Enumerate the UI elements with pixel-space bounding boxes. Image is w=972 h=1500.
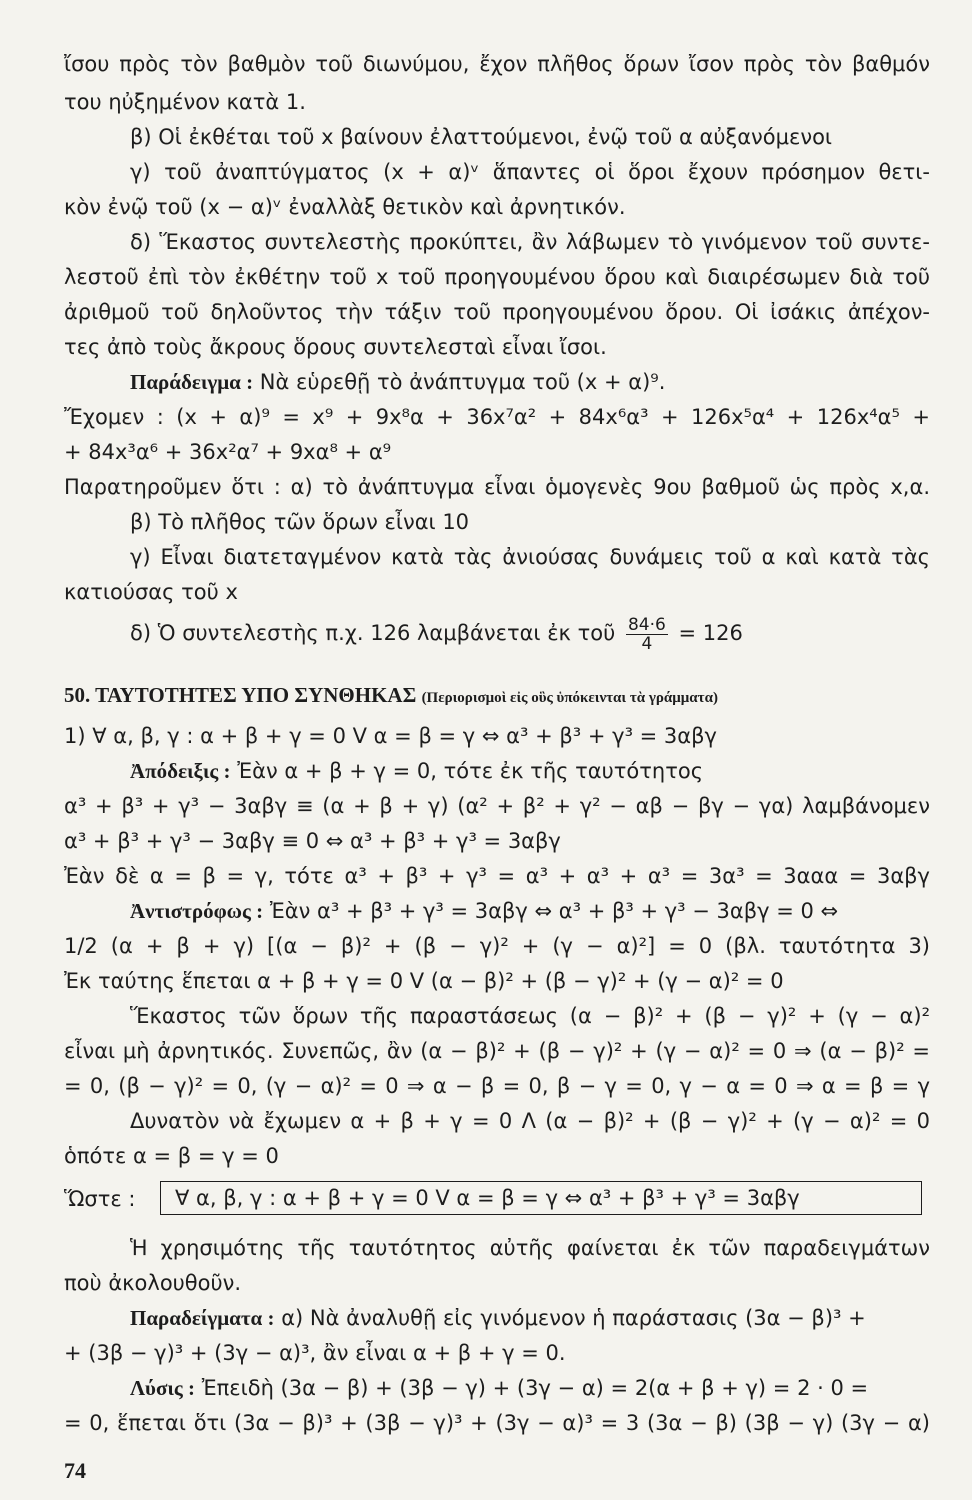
text-line: γ) Εἶναι διατεταγμένον κατὰ τὰς ἀνιούσας δυνάμεις τοῦ α καὶ κατὰ τὰς <box>130 545 930 569</box>
section-subtitle: (Περιορισμοὶ εἰς οὓς ὑπόκεινται τὰ γράμματα) <box>421 690 718 706</box>
text-line: ποὺ ἀκολουθοῦν. <box>64 1271 242 1295</box>
identity-statement: 1) ∀ α, β, γ : α + β + γ = 0 V α = β = γ ⇔ α³ + β³ + γ³ = 3αβγ <box>64 724 717 748</box>
text-line: + (3β − γ)³ + (3γ − α)³, ἂν εἶναι α + β + γ = 0. <box>64 1341 566 1365</box>
text-line: = 0, (β − γ)² = 0, (γ − α)² = 0 ⇒ α − β = 0, β − γ = 0, γ − α = 0 ⇒ α = β = γ <box>64 1074 930 1098</box>
text-line: εἶναι μὴ ἀρνητικός. Συνεπῶς, ἂν (α − β)² + (β − γ)² + (γ − α)² = 0 ⇒ (α − β)² = <box>64 1039 930 1063</box>
converse-line <box>130 897 930 925</box>
examples-text: α) Νὰ ἀναλυθῇ εἰς γινόμενον ἡ παράστασις (3α − β)³ + <box>281 1306 866 1330</box>
text-line: κατιούσας τοῦ x <box>64 580 238 604</box>
proof-text: Ἐὰν α + β + γ = 0, τότε ἐκ τῆς ταυτότητος <box>237 759 704 783</box>
coefficient-line <box>130 613 930 653</box>
text-line: Ἕκαστος τῶν ὅρων τῆς παραστάσεως (α − β)² + (β − γ)² + (γ − α)² <box>130 1004 930 1028</box>
text-line: Ἔχομεν : (x + α)⁹ = x⁹ + 9x⁸α + 36x⁷α² + 84x⁶α³ + 126x⁵α⁴ + 126x⁴α⁵ + <box>64 405 930 429</box>
text-line: Δυνατὸν νὰ ἔχωμεν α + β + γ = 0 Λ (α − β)² + (β − γ)² + (γ − α)² = 0 <box>130 1109 930 1133</box>
text-line: Παρατηροῦμεν ὅτι : α) τὸ ἀνάπτυγμα εἶναι ὁμογενὲς 9ου βαθμοῦ ὡς πρὸς x,α. <box>64 475 930 499</box>
text-line: τες ἀπὸ τοὺς ἄκρους ὅρους συντελεσταὶ εἶναι ἴσοι. <box>64 335 607 359</box>
section-number: 50. <box>64 683 91 707</box>
section-title: ΤΑΥΤΟΤΗΤΕΣ ΥΠΟ ΣΥΝΘΗΚΑΣ <box>95 683 417 707</box>
example-text: Νὰ εὑρεθῇ τὸ ἀνάπτυγμα τοῦ (x + α)⁹. <box>259 370 666 394</box>
solution-label: Λύσις : <box>130 1376 195 1400</box>
text-line: δ) Ἕκαστος συντελεστὴς προκύπτει, ἂν λάβωμεν τὸ γινόμενον τοῦ συντε- <box>130 230 930 254</box>
text-line: ἀριθμοῦ τοῦ δηλοῦντος τὴν τάξιν τοῦ προηγουμένου ὅρου. Οἱ ἰσάκις ἀπέχον- <box>64 300 930 324</box>
proof-line <box>130 757 930 785</box>
examples-line <box>130 1304 930 1332</box>
text-line: + 84x³α⁶ + 36x²α⁷ + 9xα⁸ + α⁹ <box>64 440 392 464</box>
coefficient-result: = 126 <box>678 621 743 645</box>
converse-text: Ἐὰν α³ + β³ + γ³ = 3αβγ ⇔ α³ + β³ + γ³ − 3αβγ = 0 ⇔ <box>269 899 839 923</box>
text-line: του ηὐξημένον κατὰ 1. <box>64 90 306 114</box>
text-line: ἴσου πρὸς τὸν βαθμὸν τοῦ διωνύμου, ἔχον πλῆθος ὅρων ἴσον πρὸς τὸν βαθμόν <box>64 52 930 76</box>
page-number: 74 <box>64 1458 86 1483</box>
examples-label: Παραδείγματα : <box>130 1306 275 1330</box>
converse-label: Ἀντιστρόφως : <box>130 899 264 923</box>
fraction-denominator: 4 <box>641 633 653 654</box>
conclusion-box: ∀ α, β, γ : α + β + γ = 0 V α = β = γ ⇔ α³ + β³ + γ³ = 3αβγ <box>160 1181 922 1215</box>
fraction-numerator: 84·6 <box>627 614 666 635</box>
section-heading <box>64 681 930 712</box>
example-label: Παράδειγμα : <box>130 370 254 394</box>
fraction <box>626 616 668 653</box>
text-line: 1/2 (α + β + γ) [(α − β)² + (β − γ)² + (γ − α)²] = 0 (βλ. ταυτότητα 3) <box>64 934 930 958</box>
coefficient-text: δ) Ὁ συντελεστὴς π.χ. 126 λαμβάνεται ἐκ τοῦ <box>130 621 616 645</box>
example-line <box>130 368 930 396</box>
text-line: Ἐὰν δὲ α = β = γ, τότε α³ + β³ + γ³ = α³ + α³ + α³ = 3α³ = 3ααα = 3αβγ <box>64 864 930 888</box>
conclusion-label: Ὥστε : <box>64 1187 136 1211</box>
conclusion-box-row <box>64 1181 930 1221</box>
text-line: κὸν ἐνῷ τοῦ (x − α)ᵛ ἐναλλὰξ θετικὸν καὶ ἀρνητικόν. <box>64 195 626 219</box>
text-line: γ) τοῦ ἀναπτύγματος (x + α)ᵛ ἅπαντες οἱ ὅροι ἔχουν πρόσημον θετι- <box>130 160 930 184</box>
solution-text: Ἐπειδὴ (3α − β) + (3β − γ) + (3γ − α) = 2(α + β + γ) = 2 · 0 = <box>201 1376 869 1400</box>
text-line: = 0, ἕπεται ὅτι (3α − β)³ + (3β − γ)³ + (3γ − α)³ = 3 (3α − β) (3β − γ) (3γ − α) <box>64 1411 930 1435</box>
text-line: α³ + β³ + γ³ − 3αβγ ≡ (α + β + γ) (α² + β² + γ² − αβ − βγ − γα) λαμβάνομεν <box>64 794 930 818</box>
text-line: β) Τὸ πλῆθος τῶν ὅρων εἶναι 10 <box>130 510 470 534</box>
text-line: ὁπότε α = β = γ = 0 <box>64 1144 279 1168</box>
proof-label: Ἀπόδειξις : <box>130 759 231 783</box>
text-line: α³ + β³ + γ³ − 3αβγ ≡ 0 ⇔ α³ + β³ + γ³ = 3αβγ <box>64 829 561 853</box>
text-line: β) Οἱ ἐκθέται τοῦ x βαίνουν ἐλαττούμενοι, ἐνῷ τοῦ α αὐξανόμενοι <box>130 125 833 149</box>
text-line: Ἐκ ταύτης ἕπεται α + β + γ = 0 V (α − β)² + (β − γ)² + (γ − α)² = 0 <box>64 969 784 993</box>
solution-line <box>130 1374 930 1402</box>
text-line: λεστοῦ ἐπὶ τὸν ἐκθέτην τοῦ x τοῦ προηγουμένου ὅρου καὶ διαιρέσωμεν διὰ τοῦ <box>64 265 930 289</box>
text-line: Ἡ χρησιμότης τῆς ταυτότητος αὐτῆς φαίνεται ἐκ τῶν παραδειγμάτων <box>130 1236 930 1260</box>
